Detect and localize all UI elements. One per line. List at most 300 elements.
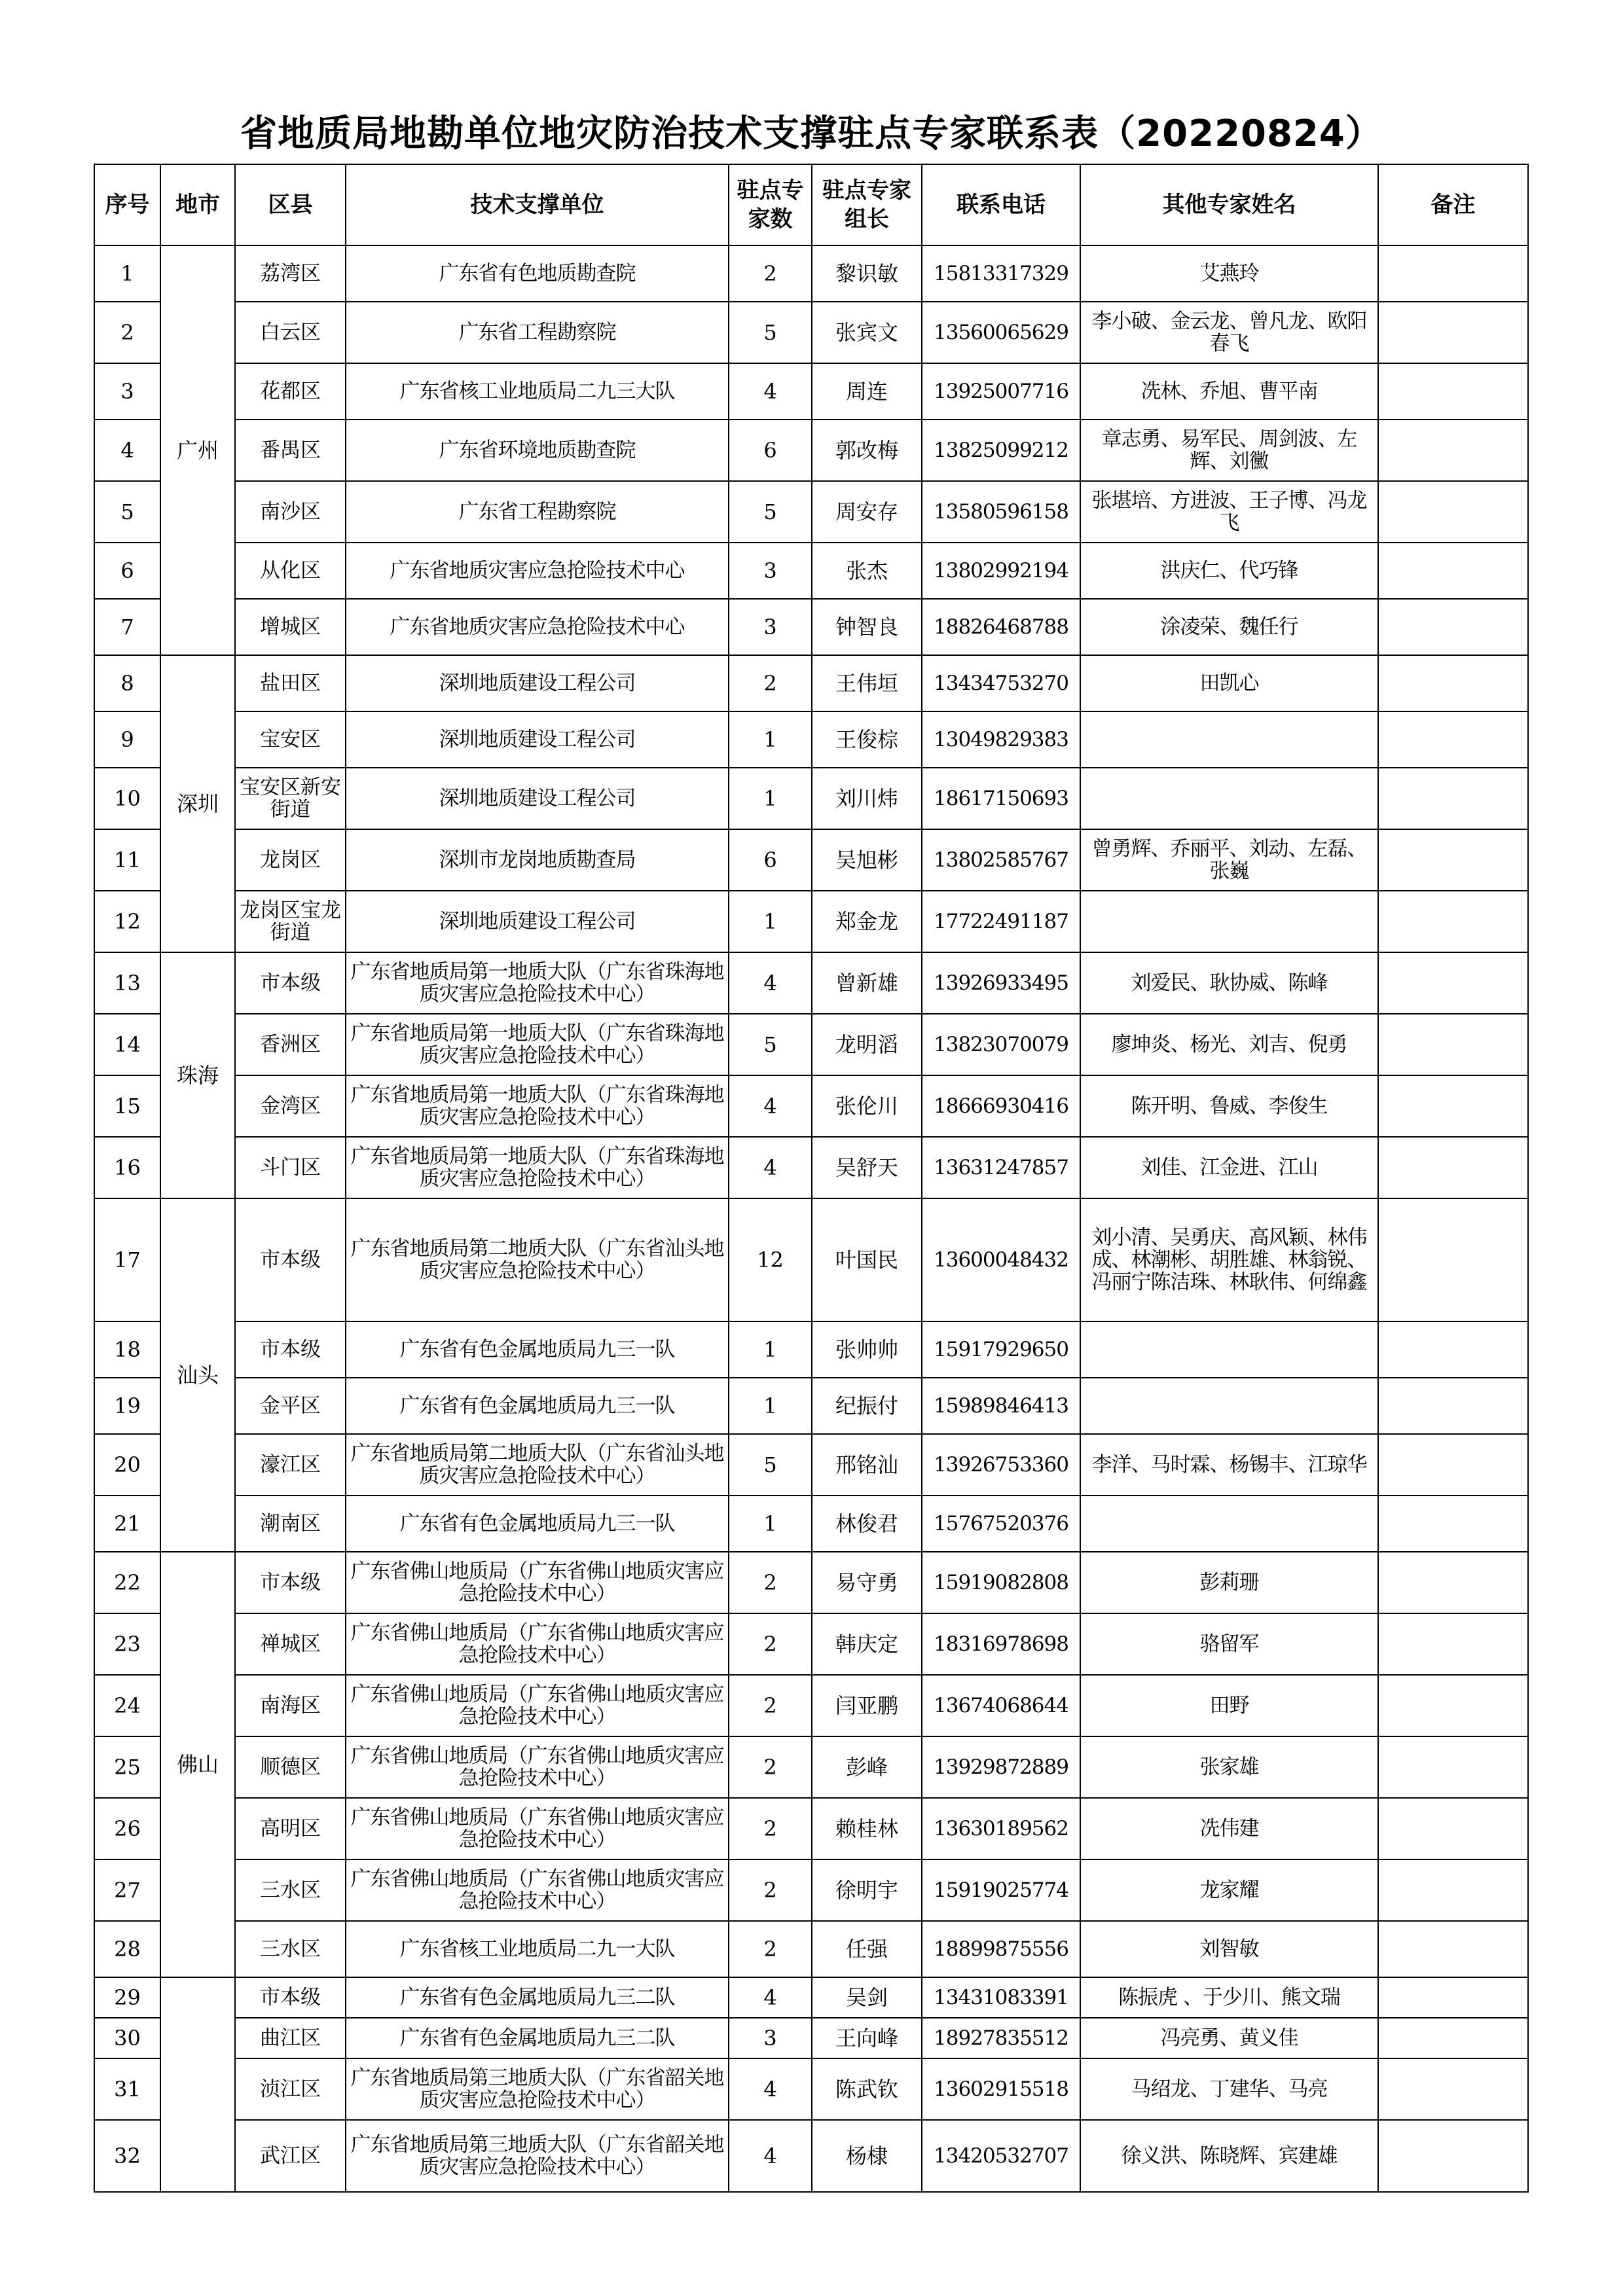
unit-cell: 深圳地质建设工程公司 <box>346 891 729 952</box>
remark-cell <box>1378 1321 1528 1378</box>
phone-cell: 13926933495 <box>922 952 1080 1014</box>
group-leader-cell: 张伦川 <box>812 1075 922 1137</box>
district-cell: 从化区 <box>235 543 346 599</box>
other-experts-cell: 洪庆仁、代巧锋 <box>1080 543 1378 599</box>
seq-cell: 23 <box>94 1613 160 1675</box>
expert-count-cell: 4 <box>729 952 812 1014</box>
table-row <box>94 891 1528 952</box>
remark-cell <box>1378 1736 1528 1798</box>
seq-cell: 9 <box>94 711 160 768</box>
group-leader-cell: 杨棣 <box>812 2120 922 2192</box>
district-cell: 禅城区 <box>235 1613 346 1675</box>
remark-cell <box>1378 302 1528 363</box>
table-body <box>94 245 1528 2192</box>
table-row <box>94 245 1528 302</box>
table-row <box>94 599 1528 655</box>
document-title: 省地质局地勘单位地灾防治技术支撑驻点专家联系表（20220824） <box>240 113 1383 155</box>
seq-cell: 5 <box>94 481 160 543</box>
phone-cell: 13434753270 <box>922 655 1080 711</box>
seq-cell: 4 <box>94 420 160 481</box>
district-cell: 市本级 <box>235 1321 346 1378</box>
seq-cell: 29 <box>94 1977 160 2018</box>
other-experts-cell: 刘爱民、耿协威、陈峰 <box>1080 952 1378 1014</box>
seq-cell: 15 <box>94 1075 160 1137</box>
header-district: 区县 <box>235 164 346 245</box>
phone-cell: 13823070079 <box>922 1014 1080 1075</box>
expert-count-cell: 1 <box>729 768 812 829</box>
seq-cell: 26 <box>94 1798 160 1859</box>
other-experts-cell: 马绍龙、丁建华、马亮 <box>1080 2058 1378 2120</box>
other-experts-cell <box>1080 1496 1378 1552</box>
remark-cell <box>1378 1075 1528 1137</box>
unit-cell: 广东省地质局第一地质大队（广东省珠海地质灾害应急抢险技术中心） <box>346 1137 729 1198</box>
district-cell: 浈江区 <box>235 2058 346 2120</box>
unit-cell: 广东省地质灾害应急抢险技术中心 <box>346 543 729 599</box>
phone-cell: 13602915518 <box>922 2058 1080 2120</box>
table-row <box>94 420 1528 481</box>
table-row <box>94 655 1528 711</box>
seq-cell: 21 <box>94 1496 160 1552</box>
unit-cell: 广东省佛山地质局（广东省佛山地质灾害应急抢险技术中心） <box>346 1798 729 1859</box>
unit-cell: 广东省地质局第一地质大队（广东省珠海地质灾害应急抢险技术中心） <box>346 1014 729 1075</box>
header-seq: 序号 <box>94 164 160 245</box>
expert-count-cell: 4 <box>729 363 812 420</box>
other-experts-cell: 冯亮勇、黄义佳 <box>1080 2018 1378 2058</box>
city-cell: 广州 <box>160 245 235 655</box>
group-leader-cell: 吴剑 <box>812 1977 922 2018</box>
seq-cell: 31 <box>94 2058 160 2120</box>
phone-cell: 13925007716 <box>922 363 1080 420</box>
table-row <box>94 1434 1528 1496</box>
remark-cell <box>1378 1552 1528 1613</box>
table-row <box>94 543 1528 599</box>
remark-cell <box>1378 1137 1528 1198</box>
expert-count-cell: 4 <box>729 1075 812 1137</box>
other-experts-cell <box>1080 1321 1378 1378</box>
other-experts-cell: 章志勇、易军民、周剑波、左辉、刘黴 <box>1080 420 1378 481</box>
district-cell: 三水区 <box>235 1859 346 1921</box>
district-cell: 濠江区 <box>235 1434 346 1496</box>
group-leader-cell: 闫亚鹏 <box>812 1675 922 1736</box>
expert-count-cell: 6 <box>729 829 812 891</box>
other-experts-cell: 龙家耀 <box>1080 1859 1378 1921</box>
unit-cell: 广东省工程勘察院 <box>346 481 729 543</box>
phone-cell: 17722491187 <box>922 891 1080 952</box>
district-cell: 盐田区 <box>235 655 346 711</box>
district-cell: 三水区 <box>235 1921 346 1977</box>
expert-count-cell: 4 <box>729 2058 812 2120</box>
expert-count-cell: 1 <box>729 1496 812 1552</box>
remark-cell <box>1378 655 1528 711</box>
phone-cell: 13431083391 <box>922 1977 1080 2018</box>
district-cell: 市本级 <box>235 1198 346 1321</box>
remark-cell <box>1378 599 1528 655</box>
district-cell: 市本级 <box>235 952 346 1014</box>
remark-cell <box>1378 1798 1528 1859</box>
expert-count-cell: 6 <box>729 420 812 481</box>
table-row <box>94 1859 1528 1921</box>
phone-cell: 18899875556 <box>922 1921 1080 1977</box>
table-row <box>94 1014 1528 1075</box>
district-cell: 花都区 <box>235 363 346 420</box>
phone-cell: 15919025774 <box>922 1859 1080 1921</box>
seq-cell: 25 <box>94 1736 160 1798</box>
header-other-experts: 其他专家姓名 <box>1080 164 1378 245</box>
phone-cell: 15989846413 <box>922 1378 1080 1434</box>
phone-cell: 15917929650 <box>922 1321 1080 1378</box>
header-phone: 联系电话 <box>922 164 1080 245</box>
phone-cell: 13825099212 <box>922 420 1080 481</box>
seq-cell: 19 <box>94 1378 160 1434</box>
city-cell: 佛山 <box>160 1552 235 1977</box>
other-experts-cell: 张堪培、方进波、王子博、冯龙飞 <box>1080 481 1378 543</box>
remark-cell <box>1378 1977 1528 2018</box>
seq-cell: 14 <box>94 1014 160 1075</box>
group-leader-cell: 邢铭汕 <box>812 1434 922 1496</box>
table-row <box>94 1198 1528 1321</box>
group-leader-cell: 郑金龙 <box>812 891 922 952</box>
expert-count-cell: 4 <box>729 2120 812 2192</box>
remark-cell <box>1378 768 1528 829</box>
seq-cell: 24 <box>94 1675 160 1736</box>
remark-cell <box>1378 543 1528 599</box>
district-cell: 金平区 <box>235 1378 346 1434</box>
group-leader-cell: 王向峰 <box>812 2018 922 2058</box>
district-cell: 潮南区 <box>235 1496 346 1552</box>
district-cell: 顺德区 <box>235 1736 346 1798</box>
remark-cell <box>1378 1378 1528 1434</box>
expert-count-cell: 5 <box>729 302 812 363</box>
remark-cell <box>1378 363 1528 420</box>
seq-cell: 11 <box>94 829 160 891</box>
remark-cell <box>1378 711 1528 768</box>
unit-cell: 广东省核工业地质局二九一大队 <box>346 1921 729 1977</box>
district-cell: 武江区 <box>235 2120 346 2192</box>
expert-count-cell: 2 <box>729 1675 812 1736</box>
unit-cell: 广东省环境地质勘查院 <box>346 420 729 481</box>
other-experts-cell: 艾燕玲 <box>1080 245 1378 302</box>
table-row <box>94 2018 1528 2058</box>
unit-cell: 广东省地质灾害应急抢险技术中心 <box>346 599 729 655</box>
city-cell <box>160 1977 235 2192</box>
phone-cell: 13926753360 <box>922 1434 1080 1496</box>
other-experts-cell <box>1080 711 1378 768</box>
other-experts-cell: 刘小清、吴勇庆、高风颖、林伟成、林潮彬、胡胜雄、林翁锐、冯丽宁陈洁珠、林耿伟、何绵鑫 <box>1080 1198 1378 1321</box>
district-cell: 龙岗区宝龙街道 <box>235 891 346 952</box>
district-cell: 市本级 <box>235 1977 346 2018</box>
group-leader-cell: 易守勇 <box>812 1552 922 1613</box>
unit-cell: 广东省地质局第一地质大队（广东省珠海地质灾害应急抢险技术中心） <box>346 1075 729 1137</box>
table-row <box>94 829 1528 891</box>
group-leader-cell: 任强 <box>812 1921 922 1977</box>
district-cell: 市本级 <box>235 1552 346 1613</box>
unit-cell: 广东省有色金属地质局九三二队 <box>346 2018 729 2058</box>
phone-cell: 15767520376 <box>922 1496 1080 1552</box>
unit-cell: 广东省佛山地质局（广东省佛山地质灾害应急抢险技术中心） <box>346 1736 729 1798</box>
unit-cell: 广东省有色金属地质局九三一队 <box>346 1378 729 1434</box>
city-cell: 汕头 <box>160 1198 235 1552</box>
table-row <box>94 1137 1528 1198</box>
other-experts-cell: 田野 <box>1080 1675 1378 1736</box>
group-leader-cell: 吴旭彬 <box>812 829 922 891</box>
remark-cell <box>1378 1859 1528 1921</box>
expert-count-cell: 1 <box>729 1378 812 1434</box>
city-cell: 深圳 <box>160 655 235 952</box>
district-cell: 宝安区 <box>235 711 346 768</box>
city-cell: 珠海 <box>160 952 235 1198</box>
remark-cell <box>1378 2018 1528 2058</box>
expert-count-cell: 2 <box>729 1613 812 1675</box>
table-row <box>94 1496 1528 1552</box>
district-cell: 曲江区 <box>235 2018 346 2058</box>
group-leader-cell: 韩庆定 <box>812 1613 922 1675</box>
remark-cell <box>1378 1014 1528 1075</box>
table-row <box>94 481 1528 543</box>
table-row <box>94 363 1528 420</box>
unit-cell: 深圳地质建设工程公司 <box>346 711 729 768</box>
unit-cell: 广东省地质局第三地质大队（广东省韶关地质灾害应急抢险技术中心） <box>346 2058 729 2120</box>
district-cell: 南沙区 <box>235 481 346 543</box>
expert-count-cell: 2 <box>729 245 812 302</box>
group-leader-cell: 刘川炜 <box>812 768 922 829</box>
seq-cell: 16 <box>94 1137 160 1198</box>
seq-cell: 18 <box>94 1321 160 1378</box>
phone-cell: 13802585767 <box>922 829 1080 891</box>
remark-cell <box>1378 2120 1528 2192</box>
header-expert-count: 驻点专家数 <box>729 164 812 245</box>
phone-cell: 18617150693 <box>922 768 1080 829</box>
district-cell: 金湾区 <box>235 1075 346 1137</box>
phone-cell: 13580596158 <box>922 481 1080 543</box>
other-experts-cell: 田凯心 <box>1080 655 1378 711</box>
table-row <box>94 1921 1528 1977</box>
seq-cell: 7 <box>94 599 160 655</box>
other-experts-cell <box>1080 891 1378 952</box>
unit-cell: 广东省有色金属地质局九三二队 <box>346 1977 729 2018</box>
seq-cell: 32 <box>94 2120 160 2192</box>
remark-cell <box>1378 829 1528 891</box>
group-leader-cell: 赖桂林 <box>812 1798 922 1859</box>
other-experts-cell: 涂凌荣、魏任行 <box>1080 599 1378 655</box>
group-leader-cell: 曾新雄 <box>812 952 922 1014</box>
other-experts-cell: 廖坤炎、杨光、刘吉、倪勇 <box>1080 1014 1378 1075</box>
phone-cell: 13674068644 <box>922 1675 1080 1736</box>
table-row <box>94 1675 1528 1736</box>
header-remark: 备注 <box>1378 164 1528 245</box>
seq-cell: 1 <box>94 245 160 302</box>
district-cell: 宝安区新安街道 <box>235 768 346 829</box>
table-row <box>94 1321 1528 1378</box>
group-leader-cell: 龙明滔 <box>812 1014 922 1075</box>
table-row <box>94 1378 1528 1434</box>
expert-count-cell: 3 <box>729 2018 812 2058</box>
district-cell: 白云区 <box>235 302 346 363</box>
table-row <box>94 1552 1528 1613</box>
phone-cell: 13049829383 <box>922 711 1080 768</box>
group-leader-cell: 张杰 <box>812 543 922 599</box>
seq-cell: 3 <box>94 363 160 420</box>
table-row <box>94 768 1528 829</box>
unit-cell: 广东省地质局第一地质大队（广东省珠海地质灾害应急抢险技术中心） <box>346 952 729 1014</box>
remark-cell <box>1378 1496 1528 1552</box>
other-experts-cell: 刘智敏 <box>1080 1921 1378 1977</box>
other-experts-cell <box>1080 1378 1378 1434</box>
unit-cell: 广东省佛山地质局（广东省佛山地质灾害应急抢险技术中心） <box>346 1675 729 1736</box>
remark-cell <box>1378 1434 1528 1496</box>
phone-cell: 18826468788 <box>922 599 1080 655</box>
header-city: 地市 <box>160 164 235 245</box>
other-experts-cell: 骆留军 <box>1080 1613 1378 1675</box>
table-row <box>94 1736 1528 1798</box>
other-experts-cell: 陈开明、鲁威、李俊生 <box>1080 1075 1378 1137</box>
phone-cell: 13630189562 <box>922 1798 1080 1859</box>
unit-cell: 广东省地质局第二地质大队（广东省汕头地质灾害应急抢险技术中心） <box>346 1198 729 1321</box>
remark-cell <box>1378 952 1528 1014</box>
unit-cell: 深圳市龙岗地质勘查局 <box>346 829 729 891</box>
seq-cell: 6 <box>94 543 160 599</box>
district-cell: 增城区 <box>235 599 346 655</box>
phone-cell: 13631247857 <box>922 1137 1080 1198</box>
seq-cell: 22 <box>94 1552 160 1613</box>
table-row <box>94 1977 1528 2018</box>
unit-cell: 广东省有色地质勘查院 <box>346 245 729 302</box>
table-row <box>94 1798 1528 1859</box>
other-experts-cell: 徐义洪、陈晓辉、宾建雄 <box>1080 2120 1378 2192</box>
expert-count-cell: 2 <box>729 1736 812 1798</box>
unit-cell: 广东省佛山地质局（广东省佛山地质灾害应急抢险技术中心） <box>346 1859 729 1921</box>
unit-cell: 广东省地质局第二地质大队（广东省汕头地质灾害应急抢险技术中心） <box>346 1434 729 1496</box>
expert-count-cell: 4 <box>729 1137 812 1198</box>
seq-cell: 10 <box>94 768 160 829</box>
seq-cell: 8 <box>94 655 160 711</box>
district-cell: 荔湾区 <box>235 245 346 302</box>
group-leader-cell: 张帅帅 <box>812 1321 922 1378</box>
table-row <box>94 952 1528 1014</box>
remark-cell <box>1378 2058 1528 2120</box>
expert-contact-table <box>94 164 1529 2193</box>
header-group-leader: 驻点专家组长 <box>812 164 922 245</box>
unit-cell: 广东省佛山地质局（广东省佛山地质灾害应急抢险技术中心） <box>346 1613 729 1675</box>
group-leader-cell: 叶国民 <box>812 1198 922 1321</box>
unit-cell: 广东省工程勘察院 <box>346 302 729 363</box>
group-leader-cell: 彭峰 <box>812 1736 922 1798</box>
remark-cell <box>1378 891 1528 952</box>
district-cell: 南海区 <box>235 1675 346 1736</box>
other-experts-cell <box>1080 768 1378 829</box>
expert-count-cell: 2 <box>729 1798 812 1859</box>
expert-count-cell: 2 <box>729 1921 812 1977</box>
header-row <box>94 164 1528 245</box>
seq-cell: 13 <box>94 952 160 1014</box>
remark-cell <box>1378 1198 1528 1321</box>
unit-cell: 深圳地质建设工程公司 <box>346 768 729 829</box>
expert-count-cell: 5 <box>729 1434 812 1496</box>
phone-cell: 15813317329 <box>922 245 1080 302</box>
phone-cell: 18666930416 <box>922 1075 1080 1137</box>
other-experts-cell: 张家雄 <box>1080 1736 1378 1798</box>
unit-cell: 广东省有色金属地质局九三一队 <box>346 1321 729 1378</box>
group-leader-cell: 徐明宇 <box>812 1859 922 1921</box>
remark-cell <box>1378 1921 1528 1977</box>
table-row <box>94 1613 1528 1675</box>
group-leader-cell: 王伟垣 <box>812 655 922 711</box>
seq-cell: 30 <box>94 2018 160 2058</box>
remark-cell <box>1378 1675 1528 1736</box>
expert-count-cell: 4 <box>729 1977 812 2018</box>
expert-count-cell: 1 <box>729 711 812 768</box>
unit-cell: 广东省地质局第三地质大队（广东省韶关地质灾害应急抢险技术中心） <box>346 2120 729 2192</box>
other-experts-cell: 冼伟建 <box>1080 1798 1378 1859</box>
group-leader-cell: 周安存 <box>812 481 922 543</box>
expert-count-cell: 2 <box>729 1552 812 1613</box>
district-cell: 香洲区 <box>235 1014 346 1075</box>
phone-cell: 13600048432 <box>922 1198 1080 1321</box>
expert-count-cell: 5 <box>729 1014 812 1075</box>
remark-cell <box>1378 1613 1528 1675</box>
other-experts-cell: 李洋、马时霖、杨锡丰、江琼华 <box>1080 1434 1378 1496</box>
unit-cell: 广东省核工业地质局二九三大队 <box>346 363 729 420</box>
seq-cell: 28 <box>94 1921 160 1977</box>
table-row <box>94 2058 1528 2120</box>
group-leader-cell: 吴舒天 <box>812 1137 922 1198</box>
other-experts-cell: 冼林、乔旭、曹平南 <box>1080 363 1378 420</box>
seq-cell: 27 <box>94 1859 160 1921</box>
remark-cell <box>1378 245 1528 302</box>
expert-count-cell: 2 <box>729 1859 812 1921</box>
group-leader-cell: 林俊君 <box>812 1496 922 1552</box>
expert-count-cell: 3 <box>729 599 812 655</box>
table-row <box>94 1075 1528 1137</box>
unit-cell: 深圳地质建设工程公司 <box>346 655 729 711</box>
group-leader-cell: 郭改梅 <box>812 420 922 481</box>
group-leader-cell: 张宾文 <box>812 302 922 363</box>
group-leader-cell: 陈武钦 <box>812 2058 922 2120</box>
district-cell: 高明区 <box>235 1798 346 1859</box>
seq-cell: 2 <box>94 302 160 363</box>
expert-count-cell: 1 <box>729 891 812 952</box>
phone-cell: 13929872889 <box>922 1736 1080 1798</box>
phone-cell: 13560065629 <box>922 302 1080 363</box>
group-leader-cell: 黎识敏 <box>812 245 922 302</box>
other-experts-cell: 李小破、金云龙、曾凡龙、欧阳春飞 <box>1080 302 1378 363</box>
other-experts-cell: 刘佳、江金进、江山 <box>1080 1137 1378 1198</box>
expert-count-cell: 2 <box>729 655 812 711</box>
unit-cell: 广东省有色金属地质局九三一队 <box>346 1496 729 1552</box>
remark-cell <box>1378 420 1528 481</box>
phone-cell: 13802992194 <box>922 543 1080 599</box>
remark-cell <box>1378 481 1528 543</box>
expert-count-cell: 12 <box>729 1198 812 1321</box>
group-leader-cell: 周连 <box>812 363 922 420</box>
phone-cell: 15919082808 <box>922 1552 1080 1613</box>
seq-cell: 20 <box>94 1434 160 1496</box>
seq-cell: 12 <box>94 891 160 952</box>
phone-cell: 18316978698 <box>922 1613 1080 1675</box>
district-cell: 番禺区 <box>235 420 346 481</box>
header-unit: 技术支撑单位 <box>346 164 729 245</box>
phone-cell: 13420532707 <box>922 2120 1080 2192</box>
expert-count-cell: 3 <box>729 543 812 599</box>
table-row <box>94 302 1528 363</box>
seq-cell: 17 <box>94 1198 160 1321</box>
group-leader-cell: 钟智良 <box>812 599 922 655</box>
group-leader-cell: 王俊棕 <box>812 711 922 768</box>
table-row <box>94 711 1528 768</box>
other-experts-cell: 陈振虎 、于少川、熊文瑞 <box>1080 1977 1378 2018</box>
unit-cell: 广东省佛山地质局（广东省佛山地质灾害应急抢险技术中心） <box>346 1552 729 1613</box>
other-experts-cell: 曾勇辉、乔丽平、刘动、左磊、张巍 <box>1080 829 1378 891</box>
table-row <box>94 2120 1528 2192</box>
